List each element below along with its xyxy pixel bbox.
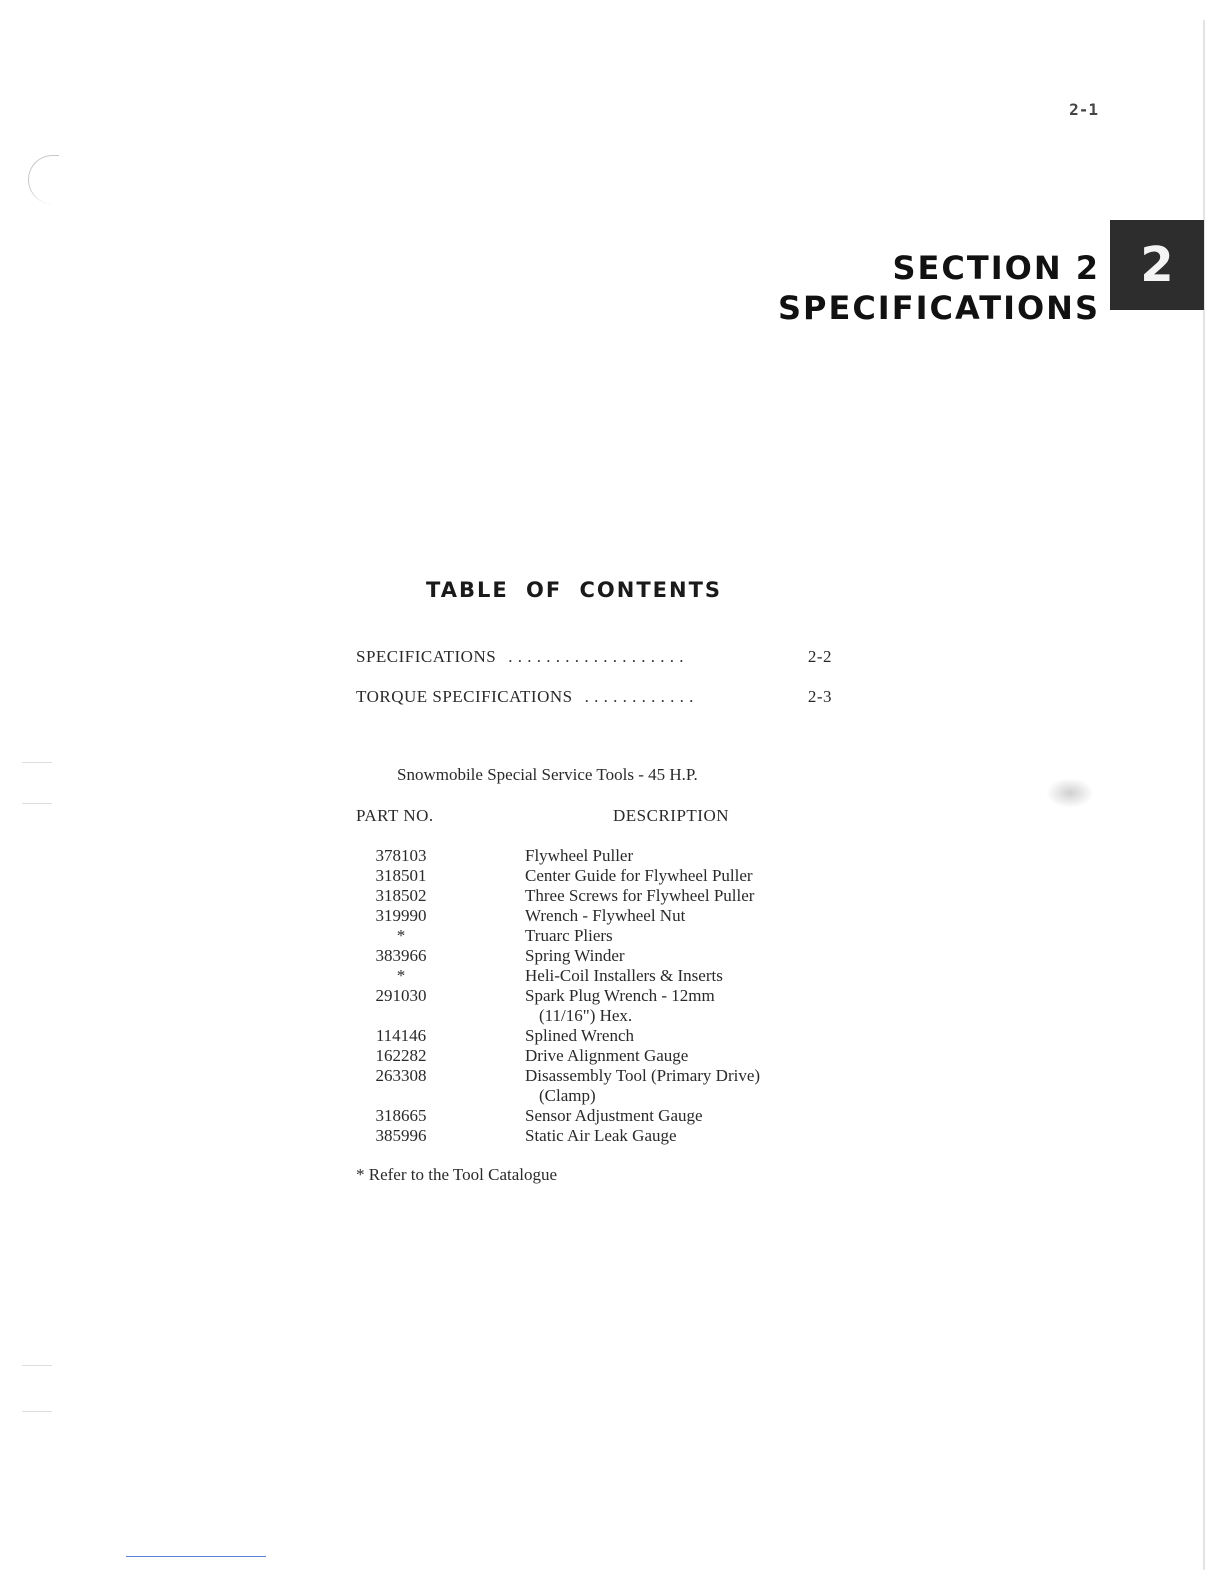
part-no-header: PART NO. — [356, 806, 434, 825]
tool-description: Center Guide for Flywheel Puller — [525, 866, 753, 885]
table-row — [356, 926, 856, 946]
part-number: 114146 — [375, 1026, 427, 1045]
tool-description: Spark Plug Wrench - 12mm — [525, 986, 715, 1005]
table-row — [356, 1126, 856, 1146]
tool-description: Sensor Adjustment Gauge — [525, 1106, 703, 1125]
section-heading — [778, 248, 1100, 328]
section-tab: 2 — [1110, 220, 1204, 310]
table-row — [356, 886, 856, 906]
part-number: 318501 — [375, 866, 427, 885]
part-number: * — [396, 926, 406, 945]
page-number: 2-1 — [1069, 100, 1098, 119]
footnote: * Refer to the Tool Catalogue — [356, 1165, 558, 1184]
toc-entry-page: 2-3 — [807, 687, 832, 706]
part-number: 318665 — [375, 1106, 427, 1125]
table-row — [356, 1106, 856, 1126]
tool-description: Spring Winder — [525, 946, 625, 965]
tool-description: Three Screws for Flywheel Puller — [525, 886, 755, 905]
toc-entry — [356, 687, 832, 707]
toc-heading: TABLE OF CONTENTS — [426, 578, 723, 602]
toc-leader: . . . . . . . . . . . . — [584, 687, 694, 706]
tool-description: Splined Wrench — [525, 1026, 635, 1045]
part-number — [356, 1006, 446, 1026]
part-number: 291030 — [375, 986, 427, 1005]
binder-hole-mark — [22, 762, 52, 804]
tool-description: Truarc Pliers — [525, 926, 613, 945]
description-header: DESCRIPTION — [613, 806, 730, 825]
toc-leader: . . . . . . . . . . . . . . . . . . . — [508, 647, 684, 666]
part-number: 383966 — [375, 946, 427, 965]
table-row — [356, 966, 856, 986]
part-number: 263308 — [375, 1066, 427, 1085]
table-row — [356, 906, 856, 926]
tool-description: (Clamp) — [539, 1086, 596, 1105]
table-row — [356, 1046, 856, 1066]
section-number-title: SECTION 2 — [892, 249, 1100, 287]
table-row — [356, 1066, 856, 1086]
table-row — [356, 1026, 856, 1046]
tool-description: Drive Alignment Gauge — [525, 1046, 689, 1065]
tools-table — [356, 846, 856, 1146]
part-number: * — [396, 966, 406, 985]
binder-hole-mark — [22, 1365, 52, 1412]
table-row — [356, 846, 856, 866]
tool-description: Flywheel Puller — [525, 846, 634, 865]
part-number: 162282 — [375, 1046, 427, 1065]
table-row — [356, 986, 856, 1006]
tool-description: Disassembly Tool (Primary Drive) — [525, 1066, 761, 1085]
table-row — [356, 1006, 856, 1026]
tool-description: Wrench - Flywheel Nut — [525, 906, 686, 925]
part-number: 385996 — [375, 1126, 427, 1145]
part-number: 318502 — [375, 886, 427, 905]
part-number — [356, 1086, 446, 1106]
tool-description: (11/16") Hex. — [539, 1006, 633, 1025]
table-row — [356, 946, 856, 966]
part-number: 319990 — [375, 906, 427, 925]
section-name-title: SPECIFICATIONS — [777, 289, 1100, 327]
footer-rule — [126, 1556, 266, 1557]
tool-description: Heli-Coil Installers & Inserts — [525, 966, 723, 985]
toc-entry-page: 2-2 — [807, 647, 832, 666]
tool-description: Static Air Leak Gauge — [525, 1126, 677, 1145]
toc-entry-title: TORQUE SPECIFICATIONS — [356, 687, 573, 706]
table-row — [356, 1086, 856, 1106]
toc-entry — [356, 647, 832, 667]
binder-hole-mark — [28, 155, 59, 204]
toc-entry-title: SPECIFICATIONS — [356, 647, 497, 666]
scan-smudge — [1046, 778, 1094, 808]
tools-caption: Snowmobile Special Service Tools - 45 H.P. — [397, 765, 698, 784]
part-number: 378103 — [375, 846, 427, 865]
table-row — [356, 866, 856, 886]
